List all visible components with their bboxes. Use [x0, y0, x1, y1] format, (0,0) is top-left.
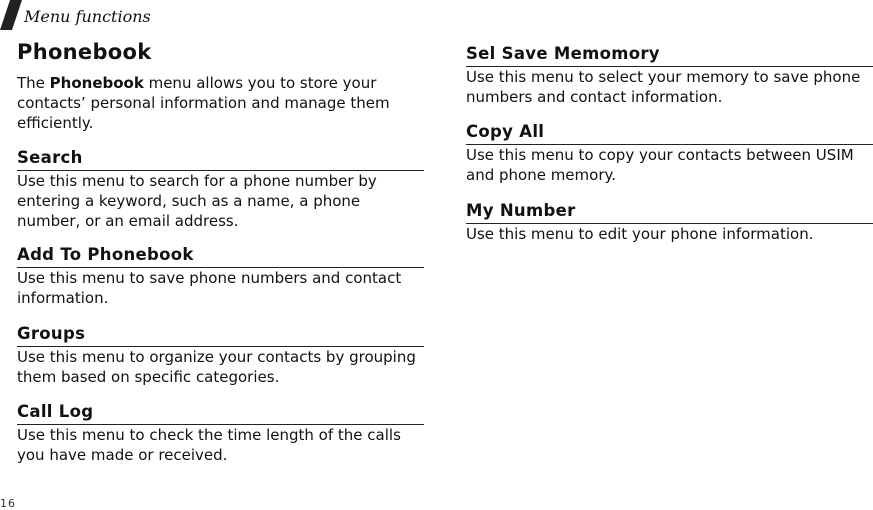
section-body: Use this menu to select your memory to save phone numbers and contact information. [466, 68, 861, 106]
intro-bold-term: Phonebook [49, 74, 144, 92]
section-add-to-phonebook [17, 245, 424, 308]
section-body: Use this menu to edit your phone information. [466, 225, 814, 243]
page-number: 16 [0, 497, 16, 510]
intro-paragraph [17, 73, 417, 133]
section-body: Use this menu to copy your contacts between USIM and phone memory. [466, 146, 854, 184]
section-call-log [17, 402, 424, 465]
section-heading: Copy All [466, 122, 873, 145]
header-bar-decoration [0, 0, 22, 30]
page-title: Phonebook [17, 40, 152, 64]
section-body: Use this menu to check the time length of the calls you have made or received. [17, 426, 401, 464]
section-heading: Call Log [17, 402, 424, 425]
section-sel-save-memory [466, 44, 873, 107]
intro-prefix: The [17, 74, 50, 92]
section-search [17, 148, 424, 231]
section-groups [17, 324, 424, 387]
section-my-number [466, 201, 873, 244]
section-copy-all [466, 122, 873, 185]
section-heading: Groups [17, 324, 424, 347]
section-body: Use this menu to organize your contacts by grouping them based on specific categories. [17, 348, 416, 386]
running-header-title: Menu functions [24, 7, 151, 26]
section-heading: My Number [466, 201, 873, 224]
section-body: Use this menu to save phone numbers and contact information. [17, 269, 402, 307]
intro-suffix: menu allows you to store your contacts’ personal information and manage them efficiently. [17, 74, 390, 132]
section-heading: Search [17, 148, 424, 171]
section-heading: Add To Phonebook [17, 245, 424, 268]
section-body: Use this menu to search for a phone number by entering a keyword, such as a name, a phone number, or an email address. [17, 172, 377, 230]
section-heading: Sel Save Memomory [466, 44, 873, 67]
